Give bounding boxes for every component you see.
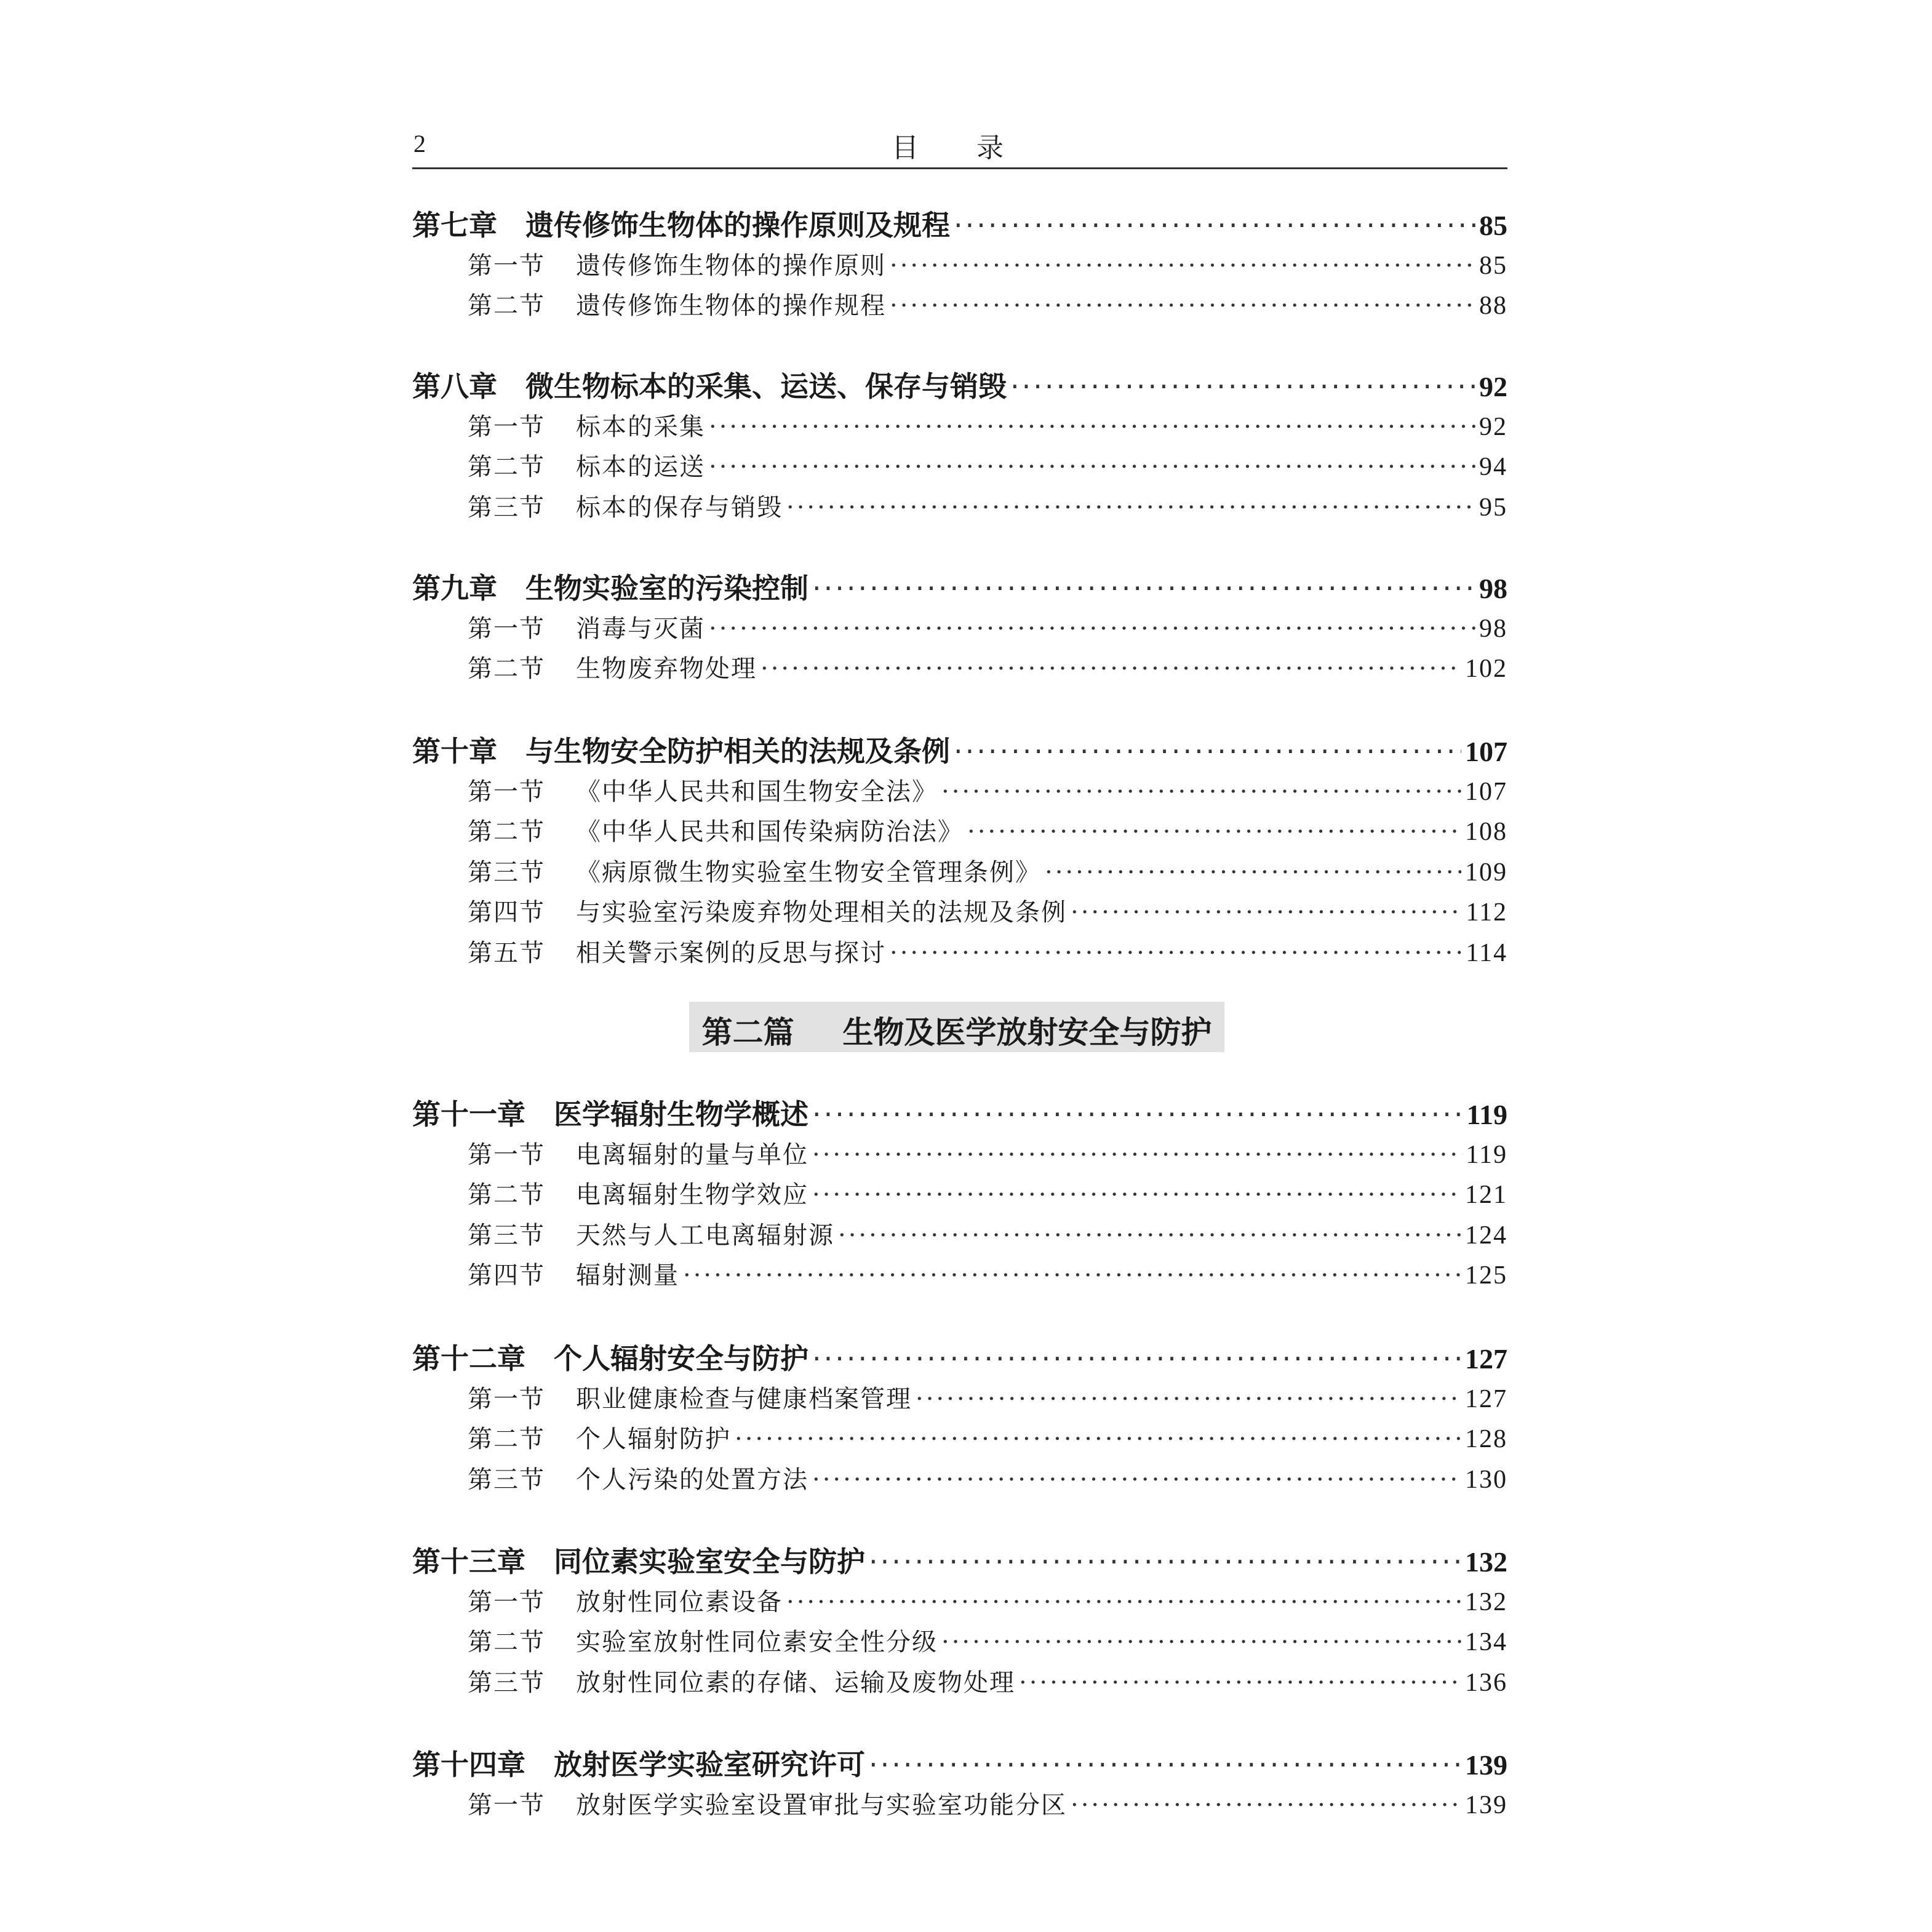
section-page-number: 112 xyxy=(1466,898,1507,927)
chapter-title: 医学辐射生物学概述 xyxy=(554,1098,808,1131)
chapter-heading xyxy=(412,566,808,607)
section-title: 天然与人工电离辐射源 xyxy=(576,1221,834,1250)
section-title: 相关警示案例的反思与探讨 xyxy=(576,938,886,967)
section-title: 放射性同位素设备 xyxy=(576,1587,783,1616)
leader-dots xyxy=(838,1221,1461,1250)
leader-dots xyxy=(916,1385,1461,1413)
leader-dots xyxy=(1010,370,1475,403)
section-label: 第一节 xyxy=(468,1790,545,1819)
section-title: 电离辐射生物学效应 xyxy=(576,1181,808,1209)
section-page-number: 92 xyxy=(1479,412,1507,441)
leader-dots xyxy=(890,252,1475,280)
leader-dots xyxy=(786,493,1475,522)
section-heading xyxy=(468,649,757,684)
section-page-number: 125 xyxy=(1465,1261,1507,1290)
part-label: 第二篇 xyxy=(701,1014,794,1050)
leader-dots xyxy=(941,1628,1461,1656)
section-title: 消毒与灭菌 xyxy=(576,614,705,643)
section-title: 标本的保存与销毁 xyxy=(576,493,783,522)
section-heading xyxy=(468,1379,912,1415)
section-heading xyxy=(468,1663,1015,1698)
section-heading xyxy=(468,812,964,847)
section-heading xyxy=(468,772,938,807)
section-label: 第四节 xyxy=(468,898,545,927)
section-page-number: 128 xyxy=(1465,1425,1507,1453)
chapter-entry[interactable] xyxy=(412,1336,1507,1377)
leader-dots xyxy=(1019,1669,1461,1697)
section-label: 第三节 xyxy=(468,493,545,522)
chapter-page-number: 98 xyxy=(1479,573,1507,604)
section-entry[interactable] xyxy=(468,246,1507,281)
section-title: 《病原微生物实验室生物安全管理条例》 xyxy=(576,858,1041,887)
chapter-heading xyxy=(412,1742,865,1783)
section-label: 第三节 xyxy=(468,1465,545,1494)
part-heading xyxy=(689,1008,1224,1052)
section-page-number: 94 xyxy=(1479,453,1507,481)
section-page-number: 98 xyxy=(1479,614,1507,643)
section-page-number: 108 xyxy=(1465,818,1507,846)
section-heading xyxy=(468,933,886,968)
section-page-number: 114 xyxy=(1466,938,1507,967)
section-heading xyxy=(468,286,886,321)
section-page-number: 132 xyxy=(1465,1587,1507,1616)
section-heading xyxy=(468,1256,679,1291)
leader-dots xyxy=(1071,898,1463,927)
section-entry[interactable] xyxy=(468,853,1507,888)
leader-dots xyxy=(709,615,1475,643)
section-label: 第二节 xyxy=(468,1628,545,1656)
section-title: 个人辐射防护 xyxy=(576,1425,731,1453)
leader-dots xyxy=(709,453,1475,481)
leader-dots xyxy=(812,1342,1461,1375)
chapter-page-number: 107 xyxy=(1465,736,1507,767)
section-label: 第二节 xyxy=(468,1181,545,1209)
chapter-title: 同位素实验室安全与防护 xyxy=(554,1545,865,1578)
section-label: 第二节 xyxy=(468,655,545,683)
section-entry[interactable] xyxy=(468,1786,1507,1821)
leader-dots xyxy=(890,939,1463,967)
section-entry[interactable] xyxy=(468,407,1507,442)
chapter-title: 生物实验室的污染控制 xyxy=(525,572,808,605)
section-title: 《中华人民共和国传染病防治法》 xyxy=(576,818,964,846)
section-page-number: 109 xyxy=(1465,858,1507,887)
section-label: 第一节 xyxy=(468,251,545,280)
leader-dots xyxy=(812,1098,1463,1131)
chapter-page-number: 139 xyxy=(1465,1749,1507,1781)
chapter-entry[interactable] xyxy=(412,566,1507,607)
running-title: 目 录 xyxy=(892,132,1028,164)
section-title: 个人污染的处置方法 xyxy=(576,1465,808,1494)
section-label: 第一节 xyxy=(468,412,545,441)
section-label: 第二节 xyxy=(468,453,545,481)
section-heading xyxy=(468,1583,783,1618)
section-entry[interactable] xyxy=(468,1135,1507,1170)
section-heading xyxy=(468,447,705,482)
chapter-title: 遗传修饰生物体的操作原则及规程 xyxy=(525,209,950,242)
section-page-number: 85 xyxy=(1479,251,1507,280)
section-page-number: 136 xyxy=(1465,1668,1507,1697)
section-heading xyxy=(468,1786,1067,1821)
section-label: 第二节 xyxy=(468,292,545,320)
chapter-label: 第十一章 xyxy=(412,1098,525,1131)
section-title: 生物废弃物处理 xyxy=(576,655,757,683)
section-title: 放射性同位素的存储、运输及废物处理 xyxy=(576,1668,1015,1697)
section-entry[interactable] xyxy=(468,1623,1507,1658)
leader-dots xyxy=(890,292,1475,320)
part-title: 生物及医学放射安全与防护 xyxy=(842,1014,1212,1050)
leader-dots xyxy=(869,1748,1461,1781)
leader-dots xyxy=(869,1545,1461,1578)
section-label: 第一节 xyxy=(468,777,545,806)
chapter-label: 第十二章 xyxy=(412,1342,525,1375)
chapter-page-number: 85 xyxy=(1479,210,1507,241)
leader-dots xyxy=(1045,858,1461,887)
section-title: 实验室放射性同位素安全性分级 xyxy=(576,1628,938,1656)
section-title: 标本的采集 xyxy=(576,412,705,441)
section-heading xyxy=(468,853,1041,888)
section-title: 与实验室污染废弃物处理相关的法规及条例 xyxy=(576,898,1067,927)
section-label: 第五节 xyxy=(468,938,545,967)
section-title: 遗传修饰生物体的操作规程 xyxy=(576,292,886,320)
leader-dots xyxy=(812,572,1475,605)
chapter-page-number: 132 xyxy=(1465,1546,1507,1578)
section-entry[interactable] xyxy=(468,1175,1507,1210)
section-entry[interactable] xyxy=(468,1583,1507,1618)
section-title: 辐射测量 xyxy=(576,1261,679,1290)
leader-dots xyxy=(941,778,1461,806)
section-label: 第一节 xyxy=(468,1587,545,1616)
section-label: 第二节 xyxy=(468,1425,545,1453)
section-entry[interactable] xyxy=(468,1216,1507,1251)
leader-dots xyxy=(760,655,1461,683)
section-title: 职业健康检查与健康档案管理 xyxy=(576,1384,912,1413)
chapter-heading xyxy=(412,1539,865,1580)
chapter-heading xyxy=(412,364,1007,405)
leader-dots xyxy=(1071,1791,1461,1819)
leader-dots xyxy=(954,735,1461,768)
section-label: 第四节 xyxy=(468,1261,545,1290)
section-entry[interactable] xyxy=(468,1460,1507,1495)
leader-dots xyxy=(683,1261,1461,1290)
chapter-entry[interactable] xyxy=(412,729,1507,770)
chapter-page-number: 119 xyxy=(1466,1099,1507,1130)
section-label: 第三节 xyxy=(468,858,545,887)
chapter-title: 与生物安全防护相关的法规及条例 xyxy=(525,735,950,768)
leader-dots xyxy=(812,1466,1461,1494)
section-title: 放射医学实验室设置审批与实验室功能分区 xyxy=(576,1790,1067,1819)
chapter-entry[interactable] xyxy=(412,1742,1507,1783)
section-entry[interactable] xyxy=(468,893,1507,928)
chapter-entry[interactable] xyxy=(412,364,1507,405)
chapter-entry[interactable] xyxy=(412,1092,1507,1133)
section-page-number: 119 xyxy=(1466,1140,1507,1169)
chapter-entry[interactable] xyxy=(412,203,1507,244)
section-entry[interactable] xyxy=(468,649,1507,684)
leader-dots xyxy=(812,1141,1463,1169)
section-label: 第三节 xyxy=(468,1221,545,1250)
section-page-number: 124 xyxy=(1465,1221,1507,1250)
section-page-number: 130 xyxy=(1465,1465,1507,1494)
section-entry[interactable] xyxy=(468,772,1507,807)
page-header xyxy=(412,123,1507,169)
section-entry[interactable] xyxy=(468,1256,1507,1291)
section-heading xyxy=(468,488,783,523)
section-heading xyxy=(468,609,705,644)
chapter-label: 第十四章 xyxy=(412,1748,525,1781)
section-entry[interactable] xyxy=(468,1663,1507,1698)
chapter-heading xyxy=(412,203,950,244)
section-label: 第二节 xyxy=(468,818,545,846)
section-title: 电离辐射的量与单位 xyxy=(576,1140,808,1169)
part-heading-band xyxy=(689,1002,1224,1052)
section-title: 遗传修饰生物体的操作原则 xyxy=(576,251,886,280)
section-heading xyxy=(468,246,886,281)
section-label: 第三节 xyxy=(468,1668,545,1697)
chapter-entry[interactable] xyxy=(412,1539,1507,1580)
section-heading xyxy=(468,1419,731,1455)
section-page-number: 107 xyxy=(1465,777,1507,806)
chapter-label: 第八章 xyxy=(412,370,497,403)
section-page-number: 102 xyxy=(1465,655,1507,683)
chapter-title: 个人辐射安全与防护 xyxy=(554,1342,808,1375)
section-title: 标本的运送 xyxy=(576,453,705,481)
chapter-label: 第十章 xyxy=(412,735,497,768)
chapter-page-number: 92 xyxy=(1479,371,1507,402)
section-page-number: 88 xyxy=(1479,292,1507,320)
chapter-label: 第七章 xyxy=(412,209,497,242)
section-entry[interactable] xyxy=(468,812,1507,847)
section-title: 《中华人民共和国生物安全法》 xyxy=(576,777,938,806)
section-heading xyxy=(468,1623,938,1658)
section-heading xyxy=(468,893,1067,928)
section-page-number: 121 xyxy=(1465,1181,1507,1209)
section-entry[interactable] xyxy=(468,933,1507,968)
chapter-heading xyxy=(412,1092,808,1133)
leader-dots xyxy=(967,818,1461,846)
section-entry[interactable] xyxy=(468,447,1507,482)
leader-dots xyxy=(812,1181,1461,1209)
page-number: 2 xyxy=(413,130,426,158)
section-heading xyxy=(468,1175,808,1210)
chapter-label: 第九章 xyxy=(412,572,497,605)
section-entry[interactable] xyxy=(468,286,1507,321)
section-page-number: 134 xyxy=(1465,1628,1507,1656)
section-heading xyxy=(468,407,705,442)
leader-dots xyxy=(786,1588,1461,1616)
section-heading xyxy=(468,1460,808,1495)
chapter-title: 放射医学实验室研究许可 xyxy=(554,1748,865,1781)
leader-dots xyxy=(954,209,1475,242)
section-entry[interactable] xyxy=(468,1419,1507,1455)
section-label: 第一节 xyxy=(468,1384,545,1413)
leader-dots xyxy=(735,1425,1461,1453)
section-label: 第一节 xyxy=(468,614,545,643)
section-heading xyxy=(468,1216,834,1251)
chapter-page-number: 127 xyxy=(1465,1343,1507,1375)
section-heading xyxy=(468,1135,808,1170)
section-page-number: 95 xyxy=(1479,493,1507,522)
chapter-label: 第十三章 xyxy=(412,1545,525,1578)
leader-dots xyxy=(709,413,1475,441)
chapter-title: 微生物标本的采集、运送、保存与销毁 xyxy=(525,370,1007,403)
section-entry[interactable] xyxy=(468,488,1507,523)
chapter-heading xyxy=(412,729,950,770)
section-page-number: 127 xyxy=(1465,1384,1507,1413)
section-label: 第一节 xyxy=(468,1140,545,1169)
chapter-heading xyxy=(412,1336,808,1377)
section-page-number: 139 xyxy=(1465,1790,1507,1819)
section-entry[interactable] xyxy=(468,1379,1507,1415)
section-entry[interactable] xyxy=(468,609,1507,644)
